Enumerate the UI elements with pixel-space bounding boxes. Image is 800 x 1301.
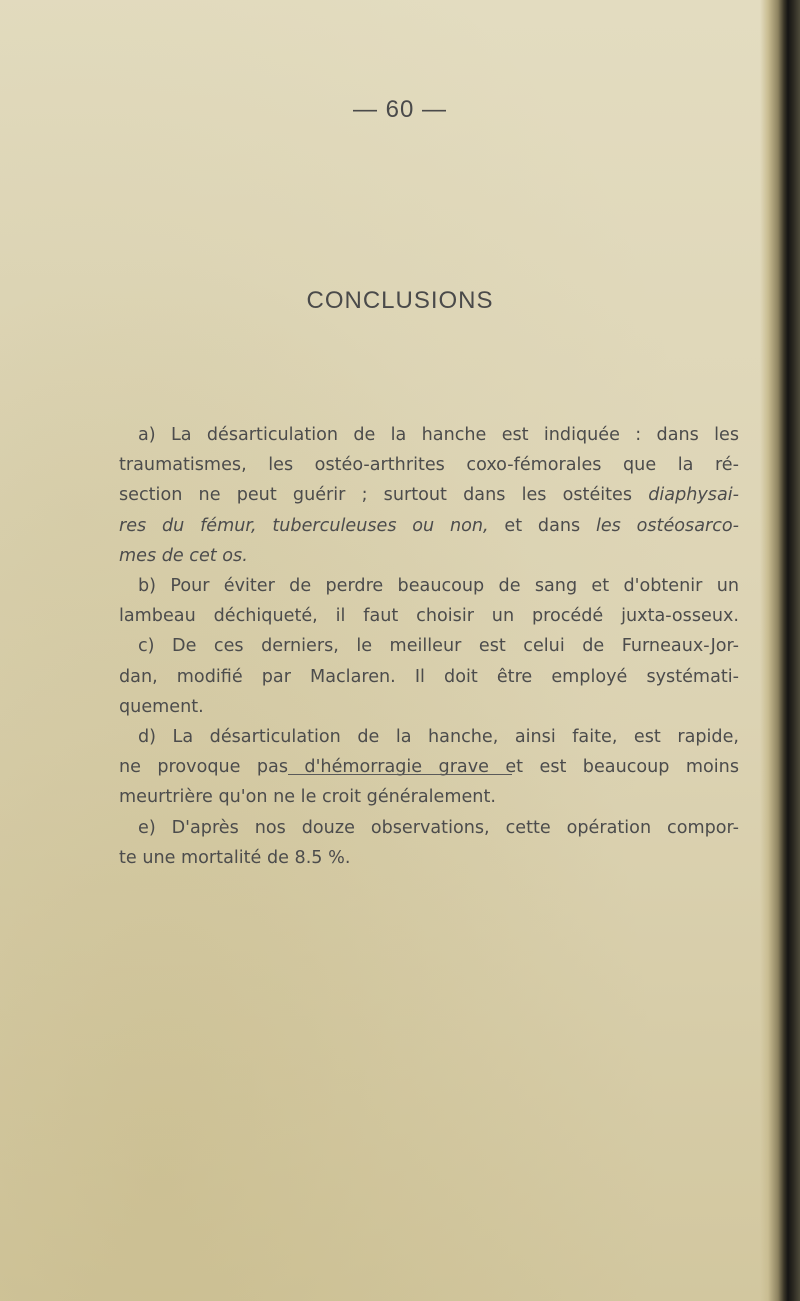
paragraph-line: [119, 541, 739, 571]
paragraph-line: quement.: [119, 696, 204, 717]
italic-text-run: mes de cet os.: [119, 545, 248, 566]
paragraph-line: traumatismes, les ostéo-arthrites coxo-fémorales que la ré-: [119, 455, 739, 476]
paragraph-line: b) Pour éviter de perdre beaucoup de sang et d'obtenir un: [138, 576, 739, 597]
paragraph-line: [119, 480, 739, 510]
paragraph-line: dan, modifié par Maclaren. Il doit être employé systémati-: [119, 666, 739, 687]
text-run: section ne peut guérir ; surtout dans les ostéites: [119, 485, 649, 506]
paragraph-line: meurtrière qu'on ne le croit généralement.: [119, 787, 496, 808]
paragraph-line: d) La désarticulation de la hanche, ainsi faite, est rapide,: [138, 727, 739, 748]
italic-text-run: res du fémur, tuberculeuses ou non,: [119, 515, 489, 536]
paragraph-line: e) D'après nos douze observations, cette opération compor-: [138, 817, 739, 838]
text-run: et dans: [488, 515, 596, 536]
conclusions-body: [119, 420, 739, 873]
paragraph-c: [119, 631, 739, 722]
paragraph-a: [119, 420, 739, 571]
section-title: CONCLUSIONS: [306, 287, 494, 314]
paragraph-line: c) De ces derniers, le meilleur est celui de Furneaux-Jor-: [138, 636, 739, 657]
page-number: — 60 —: [352, 96, 448, 123]
italic-text-run: diaphysai-: [648, 485, 739, 506]
italic-text-run: les ostéosarco-: [595, 515, 740, 536]
paragraph-d: [119, 722, 739, 813]
closing-rule: [288, 774, 512, 775]
paragraph-line: te une mortalité de 8.5 %.: [119, 847, 351, 868]
paragraph-line: a) La désarticulation de la hanche est indiquée : dans les: [138, 425, 739, 445]
paragraph-e: [119, 813, 739, 873]
paragraph-line: ne provoque pas d'hémorragie grave et est beaucoup moins: [119, 757, 739, 778]
paragraph-b: [119, 571, 739, 631]
paragraph-line: [119, 511, 739, 541]
book-spine-shadow: [760, 0, 800, 1301]
paragraph-line: lambeau déchiqueté, il faut choisir un procédé juxta-osseux.: [119, 606, 739, 627]
